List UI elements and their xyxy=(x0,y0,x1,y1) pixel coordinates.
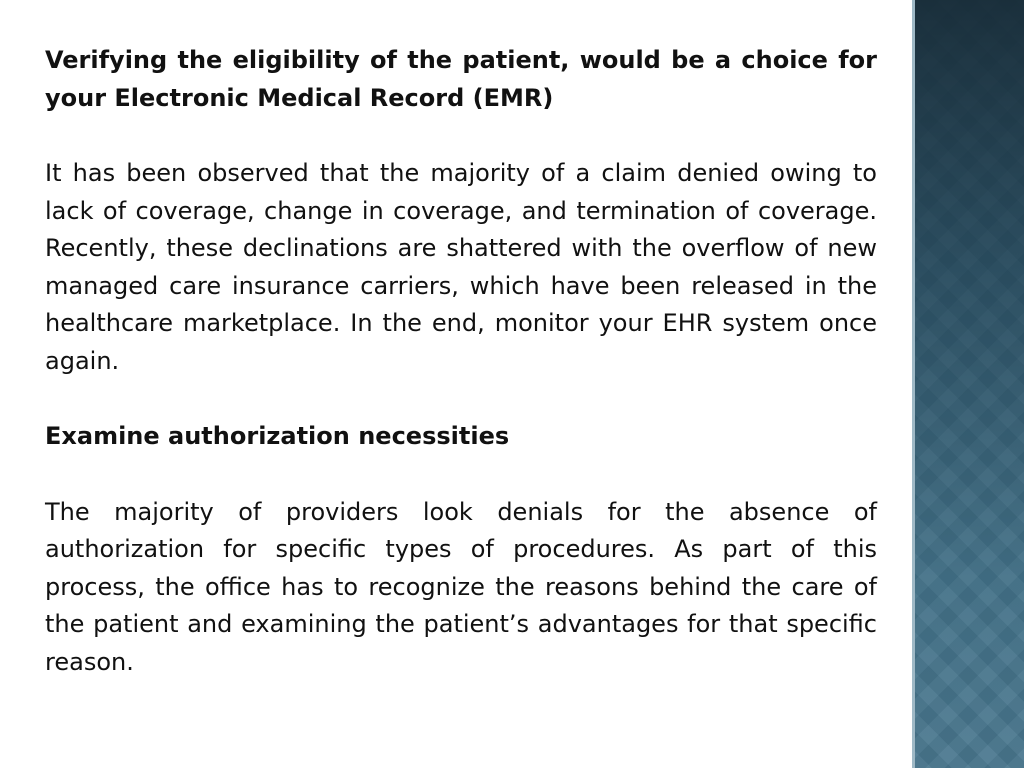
paragraph-authorization: The majority of providers look denials for the absence of authorization for specific types of procedures. As part of this process, the office has to recognize the reasons behind the care of the patient and examining the patient’s advantages for that specific reason. xyxy=(45,497,877,676)
paragraph-coverage: It has been observed that the majority of a claim denied owing to lack of coverage, change in coverage, and termination of coverage. Recently, these declinations are shattered with the overflow of new managed care insurance carriers, which have been released in the healthcare marketplace. In the end, monitor your EHR system once again. xyxy=(45,159,877,375)
heading-authorization: Examine authorization necessities xyxy=(45,422,510,450)
heading-eligibility: Verifying the eligibility of the patient, would be a choice for your Electronic Medical Record (EMR) xyxy=(45,46,877,112)
decorative-side-band xyxy=(912,0,1024,768)
slide-content xyxy=(45,42,877,681)
side-band-edge xyxy=(912,0,915,768)
